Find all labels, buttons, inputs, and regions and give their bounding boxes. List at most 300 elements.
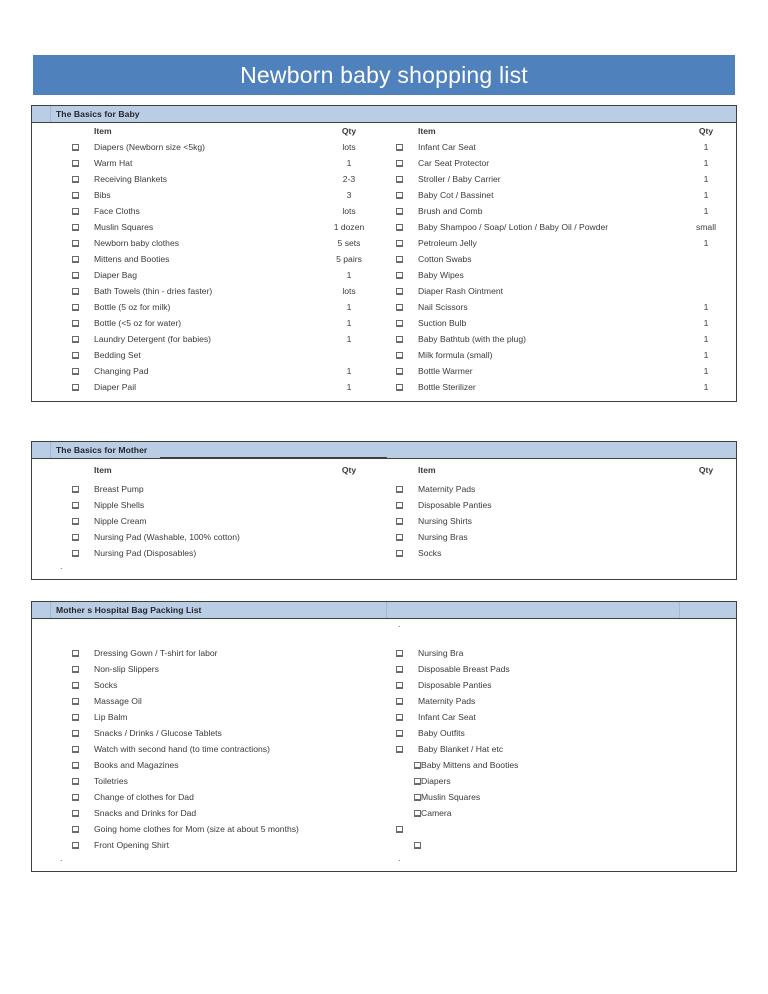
item-label: Change of clothes for Dad bbox=[94, 792, 194, 802]
checkbox-cell[interactable] bbox=[32, 778, 94, 785]
column-header-row bbox=[384, 459, 736, 481]
list-item[interactable] bbox=[384, 529, 736, 545]
list-item[interactable] bbox=[384, 677, 736, 693]
checkbox-icon[interactable] bbox=[396, 288, 403, 295]
list-item[interactable] bbox=[32, 235, 384, 251]
list-item[interactable] bbox=[32, 267, 384, 283]
checkbox-cell[interactable] bbox=[384, 762, 421, 769]
list-item[interactable] bbox=[384, 203, 736, 219]
item-label: Nursing Pad (Washable, 100% cotton) bbox=[94, 532, 240, 542]
checkbox-cell[interactable] bbox=[32, 240, 94, 247]
list-item[interactable] bbox=[32, 363, 384, 379]
checkbox-icon[interactable] bbox=[396, 698, 403, 705]
checkbox-icon[interactable] bbox=[414, 842, 421, 849]
checkbox-icon[interactable] bbox=[72, 682, 79, 689]
list-item-sub[interactable] bbox=[384, 757, 736, 773]
header-divider-line bbox=[386, 602, 387, 618]
checkbox-cell[interactable] bbox=[384, 272, 418, 279]
list-item[interactable] bbox=[32, 347, 384, 363]
checkbox-icon[interactable] bbox=[396, 208, 403, 215]
list-item[interactable] bbox=[384, 725, 736, 741]
header-gutter-cell bbox=[32, 602, 51, 618]
list-item[interactable] bbox=[384, 347, 736, 363]
item-label: Disposable Panties bbox=[418, 680, 492, 690]
checkbox-cell[interactable] bbox=[32, 682, 94, 689]
checkbox-icon[interactable] bbox=[396, 746, 403, 753]
checkbox-icon[interactable] bbox=[72, 272, 79, 279]
checkbox-cell[interactable] bbox=[32, 550, 94, 557]
checkbox-icon[interactable] bbox=[396, 352, 403, 359]
checkbox-icon[interactable] bbox=[72, 778, 79, 785]
item-label: Breast Pump bbox=[94, 484, 144, 494]
item-label: Nipple Cream bbox=[94, 516, 147, 526]
list-item[interactable] bbox=[32, 805, 384, 821]
item-label: Non-slip Slippers bbox=[94, 664, 159, 674]
checkbox-cell[interactable] bbox=[32, 666, 94, 673]
column-right-bag bbox=[384, 619, 736, 865]
checkbox-icon[interactable] bbox=[396, 304, 403, 311]
item-label: Infant Car Seat bbox=[418, 712, 476, 722]
list-item-sub[interactable] bbox=[384, 773, 736, 789]
column-top-spacer bbox=[32, 619, 384, 645]
list-item-empty[interactable] bbox=[384, 821, 736, 837]
list-item[interactable] bbox=[32, 251, 384, 267]
item-label: Milk formula (small) bbox=[418, 350, 493, 360]
list-item-sub[interactable] bbox=[384, 805, 736, 821]
list-item[interactable] bbox=[32, 219, 384, 235]
checkbox-cell[interactable] bbox=[384, 486, 418, 493]
page-title: Newborn baby shopping list bbox=[240, 61, 528, 88]
list-item[interactable] bbox=[32, 187, 384, 203]
item-label: Infant Car Seat bbox=[418, 142, 476, 152]
checkbox-cell[interactable] bbox=[384, 518, 418, 525]
checkbox-icon[interactable] bbox=[414, 778, 421, 785]
checkbox-icon[interactable] bbox=[396, 384, 403, 391]
item-label: Muslin Squares bbox=[94, 222, 154, 232]
list-item[interactable] bbox=[32, 529, 384, 545]
checkbox-cell[interactable] bbox=[384, 730, 418, 737]
column-right-mother bbox=[384, 459, 736, 573]
item-qty: 1 dozen bbox=[333, 222, 365, 232]
item-label: Going home clothes for Mom (size at about 5 months) bbox=[94, 824, 299, 834]
item-column-header: Item bbox=[94, 126, 112, 136]
item-qty: 5 pairs bbox=[336, 254, 362, 264]
document-title-banner bbox=[33, 55, 735, 95]
list-item[interactable] bbox=[32, 773, 384, 789]
checkbox-cell[interactable] bbox=[384, 208, 418, 215]
checkbox-cell[interactable] bbox=[32, 160, 94, 167]
checkbox-icon[interactable] bbox=[414, 810, 421, 817]
checkbox-cell[interactable] bbox=[384, 240, 418, 247]
item-label: Baby Mittens and Booties bbox=[421, 760, 519, 770]
list-item[interactable] bbox=[32, 821, 384, 837]
checkbox-cell[interactable] bbox=[384, 810, 421, 817]
list-item[interactable] bbox=[384, 251, 736, 267]
checkbox-icon[interactable] bbox=[414, 794, 421, 801]
checkbox-icon[interactable] bbox=[72, 518, 79, 525]
list-item[interactable] bbox=[32, 155, 384, 171]
checkbox-cell[interactable] bbox=[32, 272, 94, 279]
list-item[interactable] bbox=[32, 283, 384, 299]
item-qty: 1 bbox=[703, 334, 709, 344]
checkbox-cell[interactable] bbox=[384, 698, 418, 705]
list-item[interactable] bbox=[384, 379, 736, 395]
section-title-mother: The Basics for Mother bbox=[56, 445, 148, 455]
checkbox-icon[interactable] bbox=[72, 666, 79, 673]
list-item[interactable] bbox=[384, 693, 736, 709]
item-qty: lots bbox=[342, 286, 356, 296]
checkbox-cell[interactable] bbox=[384, 746, 418, 753]
item-label: Bottle Warmer bbox=[418, 366, 473, 376]
item-column-header: Item bbox=[418, 465, 436, 475]
checkbox-cell[interactable] bbox=[384, 534, 418, 541]
section-body-mother bbox=[32, 459, 736, 579]
checkbox-icon[interactable] bbox=[72, 368, 79, 375]
item-label: Massage Oil bbox=[94, 696, 142, 706]
checkbox-cell[interactable] bbox=[384, 192, 418, 199]
list-item[interactable] bbox=[32, 661, 384, 677]
checkbox-cell[interactable] bbox=[384, 256, 418, 263]
checkbox-icon[interactable] bbox=[396, 336, 403, 343]
item-label: Bibs bbox=[94, 190, 111, 200]
checkbox-icon[interactable] bbox=[72, 486, 79, 493]
checkbox-icon[interactable] bbox=[72, 336, 79, 343]
item-label: Bottle (5 oz for milk) bbox=[94, 302, 171, 312]
checkbox-cell[interactable] bbox=[384, 666, 418, 673]
list-item-empty[interactable] bbox=[384, 837, 736, 853]
checkbox-cell[interactable] bbox=[32, 502, 94, 509]
section-tail-mark: . bbox=[60, 853, 63, 863]
checkbox-icon[interactable] bbox=[72, 288, 79, 295]
list-item[interactable] bbox=[32, 693, 384, 709]
checkbox-icon[interactable] bbox=[72, 698, 79, 705]
checkbox-icon[interactable] bbox=[396, 320, 403, 327]
checkbox-icon[interactable] bbox=[396, 272, 403, 279]
list-item[interactable] bbox=[384, 741, 736, 757]
checkbox-cell[interactable] bbox=[32, 762, 94, 769]
section-the-basics-for-mother bbox=[31, 441, 737, 580]
item-qty: 1 bbox=[346, 366, 352, 376]
checkbox-icon[interactable] bbox=[72, 304, 79, 311]
column-header-row bbox=[384, 123, 736, 139]
item-label: Cotton Swabs bbox=[418, 254, 472, 264]
checkbox-icon[interactable] bbox=[396, 486, 403, 493]
list-item[interactable] bbox=[32, 315, 384, 331]
item-qty: 1 bbox=[703, 238, 709, 248]
list-item-sub[interactable] bbox=[384, 789, 736, 805]
checkbox-icon[interactable] bbox=[72, 714, 79, 721]
checkbox-cell[interactable] bbox=[384, 352, 418, 359]
section-title-bag: Mother s Hospital Bag Packing List bbox=[56, 605, 202, 615]
item-qty: 1 bbox=[346, 270, 352, 280]
item-qty: 1 bbox=[346, 334, 352, 344]
section-header-mother bbox=[32, 442, 736, 459]
qty-column-header: Qty bbox=[698, 126, 714, 136]
item-label: Muslin Squares bbox=[421, 792, 481, 802]
item-qty: small bbox=[695, 222, 717, 232]
checkbox-cell[interactable] bbox=[32, 650, 94, 657]
list-item[interactable] bbox=[384, 139, 736, 155]
checkbox-cell[interactable] bbox=[32, 352, 94, 359]
item-qty: 1 bbox=[703, 366, 709, 376]
checkbox-cell[interactable] bbox=[32, 192, 94, 199]
column-left-bag bbox=[32, 619, 384, 865]
checkbox-icon[interactable] bbox=[396, 714, 403, 721]
checkbox-icon[interactable] bbox=[72, 224, 79, 231]
list-item[interactable] bbox=[32, 497, 384, 513]
checkbox-icon[interactable] bbox=[396, 144, 403, 151]
list-item[interactable] bbox=[32, 789, 384, 805]
checkbox-icon[interactable] bbox=[396, 176, 403, 183]
checkbox-cell[interactable] bbox=[384, 320, 418, 327]
section-body-bag bbox=[32, 619, 736, 871]
checkbox-icon[interactable] bbox=[396, 502, 403, 509]
checkbox-icon[interactable] bbox=[396, 192, 403, 199]
checkbox-icon[interactable] bbox=[72, 256, 79, 263]
checkbox-cell[interactable] bbox=[32, 810, 94, 817]
list-item[interactable] bbox=[32, 725, 384, 741]
checkbox-icon[interactable] bbox=[396, 240, 403, 247]
item-qty: 3 bbox=[346, 190, 352, 200]
item-label: Books and Magazines bbox=[94, 760, 179, 770]
item-label: Nipple Shells bbox=[94, 500, 145, 510]
checkbox-icon[interactable] bbox=[72, 240, 79, 247]
list-item[interactable] bbox=[384, 283, 736, 299]
checkbox-cell[interactable] bbox=[32, 826, 94, 833]
checkbox-cell[interactable] bbox=[32, 288, 94, 295]
item-qty: 1 bbox=[703, 158, 709, 168]
checkbox-cell[interactable] bbox=[32, 336, 94, 343]
item-qty: lots bbox=[342, 142, 356, 152]
list-item[interactable] bbox=[32, 677, 384, 693]
item-label: Dressing Gown / T-shirt for labor bbox=[94, 648, 218, 658]
list-item[interactable] bbox=[32, 645, 384, 661]
list-item[interactable] bbox=[384, 661, 736, 677]
list-item[interactable] bbox=[32, 545, 384, 561]
checkbox-cell[interactable] bbox=[32, 714, 94, 721]
item-label: Stroller / Baby Carrier bbox=[418, 174, 501, 184]
checkbox-icon[interactable] bbox=[72, 160, 79, 167]
checkbox-cell[interactable] bbox=[32, 842, 94, 849]
checkbox-icon[interactable] bbox=[396, 826, 403, 833]
checkbox-cell[interactable] bbox=[384, 384, 418, 391]
checkbox-cell[interactable] bbox=[384, 714, 418, 721]
item-qty: 1 bbox=[703, 190, 709, 200]
item-qty: 1 bbox=[703, 350, 709, 360]
list-item[interactable] bbox=[384, 331, 736, 347]
checkbox-icon[interactable] bbox=[396, 518, 403, 525]
item-label: Camera bbox=[421, 808, 452, 818]
list-item[interactable] bbox=[384, 497, 736, 513]
item-label: Diapers (Newborn size <5kg) bbox=[94, 142, 206, 152]
checkbox-cell[interactable] bbox=[384, 650, 418, 657]
checkbox-icon[interactable] bbox=[72, 550, 79, 557]
item-label: Nursing Bras bbox=[418, 532, 468, 542]
checkbox-cell[interactable] bbox=[384, 288, 418, 295]
section-header-baby bbox=[32, 106, 736, 123]
checkbox-icon[interactable] bbox=[396, 160, 403, 167]
column-header-row bbox=[32, 123, 384, 139]
list-item[interactable] bbox=[384, 513, 736, 529]
checkbox-icon[interactable] bbox=[72, 192, 79, 199]
checkbox-cell[interactable] bbox=[32, 320, 94, 327]
checkbox-cell[interactable] bbox=[384, 550, 418, 557]
checkbox-cell[interactable] bbox=[32, 176, 94, 183]
checkbox-cell[interactable] bbox=[32, 144, 94, 151]
item-label: Diaper Bag bbox=[94, 270, 137, 280]
list-item[interactable] bbox=[384, 363, 736, 379]
list-item[interactable] bbox=[32, 709, 384, 725]
checkbox-cell[interactable] bbox=[384, 778, 421, 785]
checkbox-cell[interactable] bbox=[32, 730, 94, 737]
list-item[interactable] bbox=[32, 171, 384, 187]
checkbox-cell[interactable] bbox=[32, 256, 94, 263]
checkbox-icon[interactable] bbox=[72, 144, 79, 151]
checkbox-icon[interactable] bbox=[396, 682, 403, 689]
list-item[interactable] bbox=[384, 545, 736, 561]
item-label: Warm Hat bbox=[94, 158, 133, 168]
list-item[interactable] bbox=[32, 837, 384, 853]
checkbox-icon[interactable] bbox=[72, 826, 79, 833]
checkbox-cell[interactable] bbox=[32, 224, 94, 231]
checkbox-cell[interactable] bbox=[32, 746, 94, 753]
checkbox-icon[interactable] bbox=[72, 176, 79, 183]
item-label: Lip Balm bbox=[94, 712, 128, 722]
list-item[interactable] bbox=[384, 235, 736, 251]
checkbox-icon[interactable] bbox=[72, 746, 79, 753]
list-item[interactable] bbox=[32, 139, 384, 155]
checkbox-cell[interactable] bbox=[32, 486, 94, 493]
list-item[interactable] bbox=[384, 315, 736, 331]
checkbox-icon[interactable] bbox=[396, 224, 403, 231]
list-item[interactable] bbox=[32, 331, 384, 347]
checkbox-icon[interactable] bbox=[396, 256, 403, 263]
item-qty: 1 bbox=[346, 302, 352, 312]
checkbox-cell[interactable] bbox=[32, 698, 94, 705]
column-header-row bbox=[32, 459, 384, 481]
item-label: Nursing Bra bbox=[418, 648, 464, 658]
checkbox-icon[interactable] bbox=[396, 550, 403, 557]
list-item[interactable] bbox=[32, 203, 384, 219]
checkbox-icon[interactable] bbox=[72, 208, 79, 215]
checkbox-icon[interactable] bbox=[414, 762, 421, 769]
item-label: Diapers bbox=[421, 776, 451, 786]
list-item[interactable] bbox=[32, 481, 384, 497]
checkbox-icon[interactable] bbox=[72, 842, 79, 849]
list-item[interactable] bbox=[384, 481, 736, 497]
section-header-bag bbox=[32, 602, 736, 619]
checkbox-icon[interactable] bbox=[396, 666, 403, 673]
list-item[interactable] bbox=[32, 757, 384, 773]
checkbox-icon[interactable] bbox=[396, 650, 403, 657]
header-divider-line bbox=[679, 602, 680, 618]
checkbox-cell[interactable] bbox=[384, 368, 418, 375]
checkbox-icon[interactable] bbox=[72, 502, 79, 509]
item-column-header: Item bbox=[94, 465, 112, 475]
section-tail-mark: . bbox=[398, 853, 401, 863]
list-item[interactable] bbox=[32, 741, 384, 757]
item-label: Watch with second hand (to time contractions) bbox=[94, 744, 270, 754]
checkbox-cell[interactable] bbox=[384, 176, 418, 183]
checkbox-icon[interactable] bbox=[72, 320, 79, 327]
header-gutter-cell bbox=[32, 442, 51, 458]
item-label: Face Cloths bbox=[94, 206, 140, 216]
checkbox-cell[interactable] bbox=[384, 144, 418, 151]
list-item[interactable] bbox=[32, 379, 384, 395]
item-label: Front Opening Shirt bbox=[94, 840, 169, 850]
item-label: Diaper Pail bbox=[94, 382, 137, 392]
item-label: Brush and Comb bbox=[418, 206, 483, 216]
checkbox-cell[interactable] bbox=[384, 682, 418, 689]
checkbox-icon[interactable] bbox=[72, 650, 79, 657]
item-qty: 1 bbox=[703, 174, 709, 184]
two-column-layout bbox=[32, 619, 736, 865]
checkbox-cell[interactable] bbox=[384, 336, 418, 343]
checkbox-cell[interactable] bbox=[32, 518, 94, 525]
qty-column-header: Qty bbox=[341, 465, 357, 475]
checkbox-icon[interactable] bbox=[72, 384, 79, 391]
checkbox-icon[interactable] bbox=[72, 762, 79, 769]
checkbox-icon[interactable] bbox=[396, 368, 403, 375]
checkbox-icon[interactable] bbox=[72, 794, 79, 801]
checkbox-cell[interactable] bbox=[384, 224, 418, 231]
list-item[interactable] bbox=[384, 267, 736, 283]
item-label: Changing Pad bbox=[94, 366, 149, 376]
item-label: Baby Bathtub (with the plug) bbox=[418, 334, 526, 344]
checkbox-cell[interactable] bbox=[384, 794, 421, 801]
checkbox-cell[interactable] bbox=[32, 208, 94, 215]
section-title-baby: The Basics for Baby bbox=[56, 109, 140, 119]
checkbox-cell[interactable] bbox=[32, 534, 94, 541]
list-item[interactable] bbox=[32, 299, 384, 315]
checkbox-cell[interactable] bbox=[384, 842, 421, 849]
list-item[interactable] bbox=[384, 645, 736, 661]
checkbox-cell[interactable] bbox=[384, 304, 418, 311]
item-label: Socks bbox=[418, 548, 442, 558]
item-label: Maternity Pads bbox=[418, 696, 476, 706]
checkbox-cell[interactable] bbox=[384, 826, 418, 833]
list-item[interactable] bbox=[32, 513, 384, 529]
checkbox-cell[interactable] bbox=[32, 384, 94, 391]
item-label: Bottle (<5 oz for water) bbox=[94, 318, 182, 328]
column-left-mother bbox=[32, 459, 384, 573]
item-qty: lots bbox=[342, 206, 356, 216]
item-label: Diaper Rash Ointment bbox=[418, 286, 504, 296]
checkbox-icon[interactable] bbox=[72, 352, 79, 359]
checkbox-icon[interactable] bbox=[396, 730, 403, 737]
list-item[interactable] bbox=[384, 709, 736, 725]
checkbox-cell[interactable] bbox=[32, 368, 94, 375]
list-item[interactable] bbox=[384, 187, 736, 203]
list-item[interactable] bbox=[384, 155, 736, 171]
item-qty: 1 bbox=[703, 318, 709, 328]
checkbox-cell[interactable] bbox=[384, 502, 418, 509]
checkbox-cell[interactable] bbox=[32, 794, 94, 801]
checkbox-icon[interactable] bbox=[72, 730, 79, 737]
item-qty: 1 bbox=[703, 206, 709, 216]
list-item[interactable] bbox=[384, 299, 736, 315]
checkbox-icon[interactable] bbox=[72, 534, 79, 541]
checkbox-cell[interactable] bbox=[32, 304, 94, 311]
list-item[interactable] bbox=[384, 171, 736, 187]
checkbox-icon[interactable] bbox=[72, 810, 79, 817]
item-label: Nail Scissors bbox=[418, 302, 468, 312]
item-label: Bottle Sterilizer bbox=[418, 382, 476, 392]
checkbox-cell[interactable] bbox=[384, 160, 418, 167]
section-the-basics-for-baby bbox=[31, 105, 737, 402]
checkbox-icon[interactable] bbox=[396, 534, 403, 541]
list-item[interactable] bbox=[384, 219, 736, 235]
